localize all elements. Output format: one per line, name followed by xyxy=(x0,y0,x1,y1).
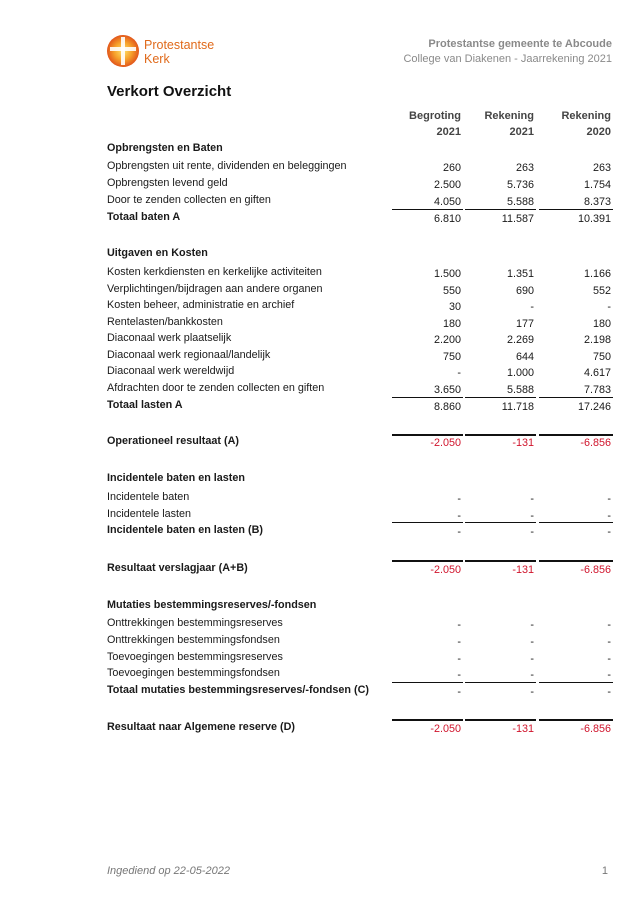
section-heading xyxy=(107,140,613,156)
row-value: - xyxy=(607,619,611,631)
row-value: 1.000 xyxy=(506,367,534,379)
section-heading xyxy=(107,245,613,261)
row-value: -131 xyxy=(512,437,534,449)
row-value: - xyxy=(457,526,461,538)
row-value: 1.500 xyxy=(433,268,461,280)
row-label: Diaconaal werk wereldwijd xyxy=(107,365,235,377)
row-value: -6.856 xyxy=(580,723,611,735)
table-row xyxy=(107,719,613,735)
row-label: Mutaties bestemmingsreserves/-fondsen xyxy=(107,599,317,611)
table-row xyxy=(107,665,613,681)
row-label: Rentelasten/bankkosten xyxy=(107,316,223,328)
row-label: Toevoegingen bestemmingsfondsen xyxy=(107,667,280,679)
row-value: 690 xyxy=(515,285,534,297)
row-value: 750 xyxy=(442,351,461,363)
table-row xyxy=(107,682,613,698)
table-row xyxy=(107,281,613,297)
column-header-line1: Begroting xyxy=(409,110,461,122)
row-label: Incidentele baten en lasten (B) xyxy=(107,524,263,536)
row-value: - xyxy=(607,526,611,538)
row-value: 11.718 xyxy=(501,401,534,413)
row-value: 30 xyxy=(448,301,461,313)
row-value: -6.856 xyxy=(580,437,611,449)
table-row xyxy=(107,314,613,330)
row-value: - xyxy=(607,669,611,681)
row-value: 263 xyxy=(592,162,611,174)
row-label: Totaal lasten A xyxy=(107,399,183,411)
row-value: 5.588 xyxy=(506,196,534,208)
row-label: Resultaat naar Algemene reserve (D) xyxy=(107,721,296,733)
row-label: Diaconaal werk plaatselijk xyxy=(107,332,232,344)
row-label: Operationeel resultaat (A) xyxy=(107,435,239,447)
row-value: 180 xyxy=(592,318,611,330)
organization-header xyxy=(403,37,612,67)
row-value: 180 xyxy=(442,318,461,330)
row-value: 260 xyxy=(442,162,461,174)
row-value: 550 xyxy=(442,285,461,297)
page-number: 1 xyxy=(601,865,608,877)
row-value: 1.754 xyxy=(583,179,611,191)
row-label: Incidentele baten en lasten xyxy=(107,472,245,484)
row-value: -131 xyxy=(512,723,534,735)
row-value: - xyxy=(530,619,534,631)
row-value: 3.650 xyxy=(433,384,461,396)
table-row xyxy=(107,264,613,280)
table-row xyxy=(107,209,613,225)
logo xyxy=(106,34,246,68)
row-value: - xyxy=(607,686,611,698)
row-value: 8.860 xyxy=(433,401,461,413)
row-value: - xyxy=(530,669,534,681)
row-value: 2.500 xyxy=(433,179,461,191)
row-value: 6.810 xyxy=(433,213,461,225)
row-value: - xyxy=(530,301,534,313)
logo-line1: Protestantse xyxy=(144,38,215,52)
row-value: 11.587 xyxy=(501,213,534,225)
row-value: 8.373 xyxy=(583,196,611,208)
row-label: Incidentele lasten xyxy=(107,508,192,520)
table-row xyxy=(107,347,613,363)
column-header-line1: Rekening xyxy=(561,110,611,122)
column-header-line2: 2020 xyxy=(586,126,611,138)
column-header-line2: 2021 xyxy=(436,126,461,138)
row-label: Kosten beheer, administratie en archief xyxy=(107,299,295,311)
row-value: - xyxy=(607,493,611,505)
row-label: Toevoegingen bestemmingsreserves xyxy=(107,651,283,663)
table-row xyxy=(107,363,613,379)
row-value: 2.269 xyxy=(506,334,534,346)
row-value: 4.050 xyxy=(433,196,461,208)
table-row xyxy=(107,560,613,576)
table-row xyxy=(107,380,613,396)
row-value: -2.050 xyxy=(430,564,461,576)
row-label: Onttrekkingen bestemmingsfondsen xyxy=(107,634,280,646)
row-value: - xyxy=(607,636,611,648)
row-value: - xyxy=(457,669,461,681)
row-value: 5.736 xyxy=(506,179,534,191)
table-row xyxy=(107,433,613,449)
row-value: - xyxy=(457,636,461,648)
row-value: - xyxy=(607,653,611,665)
section-heading xyxy=(107,470,613,486)
row-label: Door te zenden collecten en giften xyxy=(107,194,271,206)
column-header-line2: 2021 xyxy=(509,126,534,138)
table-row xyxy=(107,522,613,538)
row-label: Opbrengsten levend geld xyxy=(107,177,228,189)
row-value: 750 xyxy=(592,351,611,363)
row-value: -2.050 xyxy=(430,723,461,735)
row-value: - xyxy=(457,686,461,698)
row-value: - xyxy=(607,510,611,522)
protestantse-kerk-logo-icon xyxy=(106,34,140,68)
row-label: Diaconaal werk regionaal/landelijk xyxy=(107,349,271,361)
logo-text xyxy=(144,38,214,66)
organization-name: Protestantse gemeente te Abcoude xyxy=(428,38,612,50)
row-value: - xyxy=(530,526,534,538)
row-value: 2.200 xyxy=(433,334,461,346)
column-header-rekening-2021 xyxy=(454,108,534,140)
row-label: Uitgaven en Kosten xyxy=(107,247,208,259)
row-value: 17.246 xyxy=(577,401,611,413)
column-header-line1: Rekening xyxy=(484,110,534,122)
table-row xyxy=(107,615,613,631)
row-value: 552 xyxy=(592,285,611,297)
row-value: - xyxy=(457,493,461,505)
row-value: - xyxy=(530,636,534,648)
row-value: 7.783 xyxy=(583,384,611,396)
submitted-date: Ingediend op 22-05-2022 xyxy=(107,865,230,877)
row-label: Totaal mutaties bestemmingsreserves/-fondsen (C) xyxy=(107,684,369,696)
table-row xyxy=(107,649,613,665)
page-title: Verkort Overzicht xyxy=(107,83,232,100)
table-row xyxy=(107,175,613,191)
row-value: - xyxy=(457,619,461,631)
column-header-begroting-2021 xyxy=(381,108,461,140)
row-value: - xyxy=(530,686,534,698)
table-row xyxy=(107,297,613,313)
row-value: - xyxy=(457,367,461,379)
row-value: 2.198 xyxy=(583,334,611,346)
row-value: 5.588 xyxy=(506,384,534,396)
row-value: -131 xyxy=(512,564,534,576)
row-value: -6.856 xyxy=(580,564,611,576)
row-value: 1.351 xyxy=(506,268,534,280)
row-label: Verplichtingen/bijdragen aan andere organen xyxy=(107,283,323,295)
column-header-rekening-2020 xyxy=(531,108,611,140)
table-row xyxy=(107,489,613,505)
row-value: - xyxy=(457,653,461,665)
row-value: 263 xyxy=(515,162,534,174)
table-row xyxy=(107,397,613,413)
row-value: - xyxy=(530,653,534,665)
row-value: 1.166 xyxy=(583,268,611,280)
row-value: 4.617 xyxy=(583,367,611,379)
row-label: Opbrengsten en Baten xyxy=(107,142,223,154)
table-row xyxy=(107,192,613,208)
row-label: Kosten kerkdiensten en kerkelijke activiteiten xyxy=(107,266,322,278)
table-row xyxy=(107,330,613,346)
row-label: Onttrekkingen bestemmingsreserves xyxy=(107,617,283,629)
row-label: Resultaat verslagjaar (A+B) xyxy=(107,562,248,574)
row-value: 10.391 xyxy=(577,213,611,225)
row-label: Incidentele baten xyxy=(107,491,190,503)
row-label: Afdrachten door te zenden collecten en giften xyxy=(107,382,325,394)
row-value: - xyxy=(530,510,534,522)
row-value: - xyxy=(607,301,611,313)
row-value: 177 xyxy=(515,318,534,330)
table-row xyxy=(107,158,613,174)
row-value: - xyxy=(530,493,534,505)
organization-subtitle: College van Diakenen - Jaarrekening 2021 xyxy=(403,53,612,65)
row-label: Totaal baten A xyxy=(107,211,181,223)
table-row xyxy=(107,632,613,648)
row-label: Opbrengsten uit rente, dividenden en beleggingen xyxy=(107,160,347,172)
logo-line2: Kerk xyxy=(144,52,170,66)
row-value: 644 xyxy=(515,351,534,363)
section-heading xyxy=(107,597,613,613)
table-row xyxy=(107,506,613,522)
row-value: -2.050 xyxy=(430,437,461,449)
row-value: - xyxy=(457,510,461,522)
